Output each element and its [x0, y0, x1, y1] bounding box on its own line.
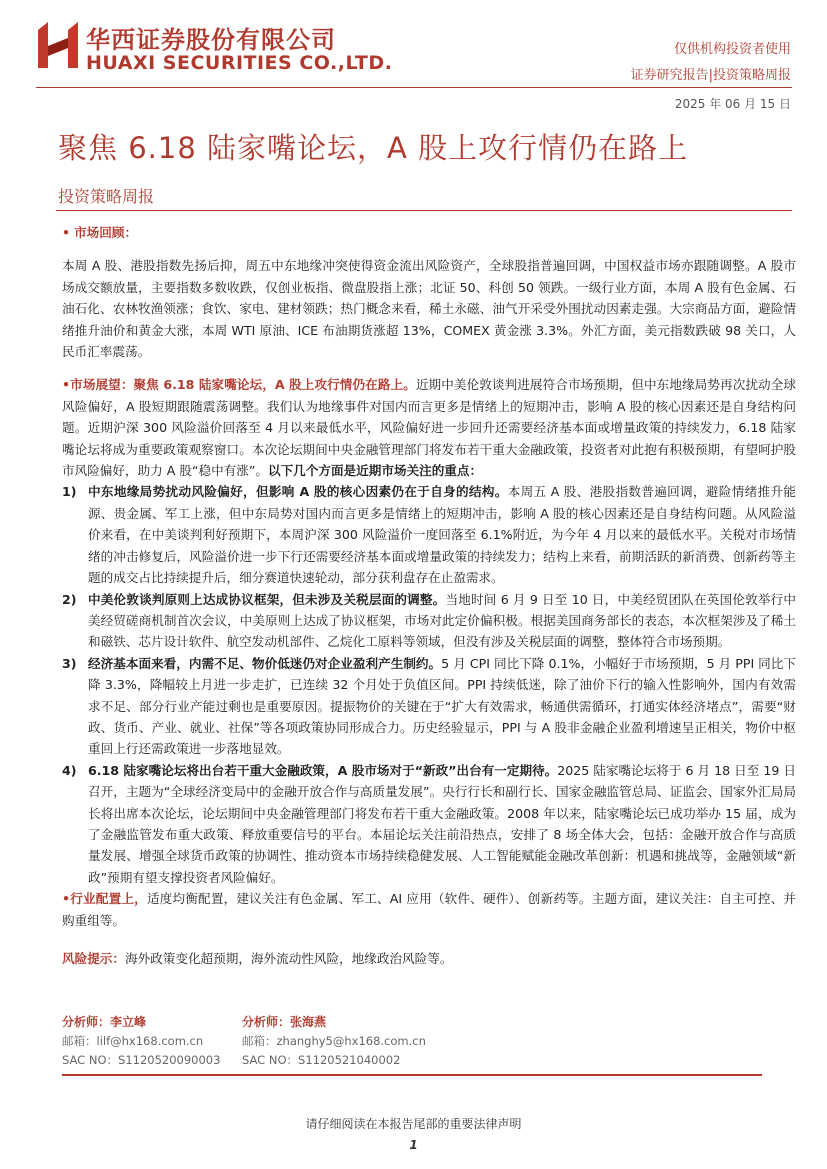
report-type-tag: 证券研究报告|投资策略周报 [630, 68, 791, 83]
analyst-2 [242, 1013, 482, 1070]
focus-item-heading: 中美伦敦谈判原则上达成协议框架，但未涉及关税层面的调整。 [88, 591, 446, 607]
report-title: 聚焦 6.18 陆家嘴论坛，A 股上攻行情仍在路上 [58, 131, 689, 165]
focus-item-heading: 经济基本面来看，内需不足、物价低迷仍对企业盈利产生制约。 [88, 655, 442, 671]
risk-paragraph [62, 948, 796, 969]
bullet: • [62, 891, 71, 907]
allocation-paragraph [62, 888, 796, 931]
outlook-paragraph [62, 374, 796, 481]
focus-item-2: 2) 中美伦敦谈判原则上达成协议框架，但未涉及关税层面的调整。当地时间 6 月 9 日至 10 日，中美经贸团队在英国伦敦举行中美经贸磋商机制首次会议，中美原则上达成了协议框架，市场对此定价偏积极。根据美国商务部长的表态，本次框架涉及了稀土和磁铁、芯片设计软件、航空发动机部件、乙烷化工原料等领域，但没有涉及关税层面的调整，整体符合市场预期。 [62, 591, 796, 650]
focus-item-4: 4) 6.18 陆家嘴论坛将出台若干重大金融政策，A 股市场对于“新政”出台有一定期待。2025 陆家嘴论坛将于 6 月 18 日至 19 日召开，主题为“全球经济变局中的金融开放合作与高质量发展”。央行行长和副行长、国家金融监管总局、证监会、国家外汇局局长将出席本次论坛，论坛期间中央金融管理部门将发布若干重大金融政策。2008 年以来，陆家嘴论坛已成功举办 15 届，成为了金融监管发布重大政策、释放重要信号的平台。本届论坛关注前沿热点，安排了 8 场全体大会，包括：金融开放合作与高质量发展、增强全球货币政策的协调性、推动资本市场持续稳健发展、人工智能赋能金融改革创新：机遇和挑战等，金融领域“新政”预期有望支撑投资者风险偏好。 [62, 762, 796, 885]
report-body [62, 222, 796, 969]
risk-heading: 风险提示： [62, 951, 125, 966]
header-divider [36, 87, 792, 88]
review-paragraph: 本周 A 股、港股指数先扬后抑，周五中东地缘冲突使得资金流出风险资产，全球股指普遍回调，中国权益市场亦跟随调整。A 股市场成交额放量，主要指数多数收跌，仅创业板指、微盘股指上涨；北证 50、科创 50 领跌。一级行业方面，本周 A 股有色金属、石油石化、农林牧渔领涨；食饮、家电、建材领跌；热门概念来看，稀土永磁、油气开采受外围扰动因素走强。大宗商品方面，避险情绪推升油价和黄金大涨，本周 WTI 原油、ICE 布油期货涨超 13%，COMEX 黄金涨 3.3%。外汇方面，美元指数跌破 98 关口，人民币汇率震荡。 [62, 258, 796, 360]
analyst-email[interactable]: 邮箱：zhanghy5@hx168.com.cn [242, 1034, 426, 1048]
brand-name-cn: 华西证券股份有限公司 [86, 26, 336, 54]
outlook-heading: 市场展望：聚焦 6.18 陆家嘴论坛，A 股上攻行情仍在路上。 [70, 377, 416, 393]
bullet: • [62, 225, 71, 240]
outlook-text: 近期中美伦敦谈判进展符合市场预期，但中东地缘局势再次扰动全球风险偏好，A 股短期跟随震荡调整。我们认为地缘事件对国内而言更多是情绪上的短期冲击，影响 A 股的核心因素还是自身结构问题。近期沪深 300 风险溢价回落至 4 月以来最低水平，风险偏好进一步回升还需要经济基本面或增量政策的持续发力，6.18 陆家嘴论坛将成为重要政策观察窗口。本次论坛期间中央金融管理部门将发布若干重大金融政策，投资者对此抱有积极预期，有望呵护股市风险偏好，助力 A 股“稳中有涨”。 [62, 377, 796, 479]
focus-item-text: 2025 陆家嘴论坛将于 6 月 18 日至 19 日召开，主题为“全球经济变局中的金融开放合作与高质量发展”。央行行长和副行长、国家金融监管总局、证监会、国家外汇局局长将出席本次论坛，论坛期间中央金融管理部门将发布若干重大金融政策。2008 年以来，陆家嘴论坛已成功举办 15 届，成为了金融监管发布重大政策、释放重要信号的平台。本届论坛关注前沿热点，安排了 8 场全体大会，包括：金融开放合作与高质量发展、增强全球货币政策的协调性、推动资本市场持续稳健发展、人工智能赋能金融改革创新：机遇和挑战等，金融领域“新政”预期有望支撑投资者风险偏好。 [88, 762, 796, 885]
analyst-email[interactable]: 邮箱：lilf@hx168.com.cn [62, 1034, 204, 1048]
focus-item-3: 3) 经济基本面来看，内需不足、物价低迷仍对企业盈利产生制约。5 月 CPI 同比下降 0.1%，小幅好于市场预期，5 月 PPI 同比下降 3.3%，降幅较上月进一步走扩，已连续 32 个月处于负值区间。PPI 持续低迷，除了油价下行的输入性影响外，国内有效需求不足、部分行业产能过剩也是重要原因。提振物价的关键在于“扩大有效需求，畅通供需循环，打通实体经济堵点”，需要“财政、货币、产业、就业、社保”等各项政策协同形成合力。历史经验显示，PPI 与 A 股非金融企业盈利增速呈正相关，物价中枢重回上行还需政策进一步落地显效。 [62, 655, 796, 757]
report-date: 2025 年 06 月 15 日 [674, 97, 791, 111]
analyst-sac: SAC NO：S1120521040002 [242, 1053, 401, 1067]
review-heading: • 市场回顾： [62, 225, 138, 240]
brand-name-en: HUAXI SECURITIES CO.,LTD. [86, 52, 393, 74]
focus-item-text: 当地时间 6 月 9 日至 10 日，中美经贸团队在英国伦敦举行中美经贸磋商机制首次会议，中美原则上达成了协议框架，市场对此定价偏积极。根据美国商务部长的表态，本次框架涉及了稀土和磁铁、芯片设计软件、航空发动机部件、乙烷化工原料等领域，但没有涉及关税层面的调整，整体符合市场预期。 [88, 591, 796, 650]
risk-text: 海外政策变化超预期，海外流动性风险，地缘政治风险等。 [124, 951, 453, 966]
analyst-sac: SAC NO：S1120520090003 [62, 1053, 221, 1067]
outlook-tail: 以下几个方面是近期市场关注的重点： [267, 463, 483, 479]
allocation-heading: 行业配置上， [70, 891, 147, 907]
focus-item-heading: 6.18 陆家嘴论坛将出台若干重大金融政策，A 股市场对于“新政”出台有一定期待。 [88, 762, 558, 778]
analyst-name: 分析师：李立峰 [62, 1015, 147, 1029]
focus-item-text: 5 月 CPI 同比下降 0.1%，小幅好于市场预期，5 月 PPI 同比下降 3.3%，降幅较上月进一步走扩，已连续 32 个月处于负值区间。PPI 持续低迷，除了油价下行的输入性影响外，国内有效需求不足、部分行业产能过剩也是重要原因。提振物价的关键在于“扩大有效需求，畅通供需循环，打通实体经济堵点”，需要“财政、货币、产业、就业、社保”等各项政策协同形成合力。历史经验显示，PPI 与 A 股非金融企业盈利增速呈正相关，物价中枢重回上行还需政策进一步落地显效。 [88, 655, 796, 757]
bullet: • [62, 377, 71, 393]
institutional-only-tag: 仅供机构投资者使用 [673, 42, 791, 57]
focus-item-text: 本周五 A 股、港股指数普遍回调，避险情绪推升能源、贵金属、军工上涨，但中东局势对国内而言更多是情绪上的短期冲击，影响 A 股的核心因素还是自身结构问题。从风险溢价来看，在中美谈判利好预期下，本周沪深 300 风险溢价一度回落至 6.1%附近，为今年 4 月以来的最低水平。关税对市场情绪的冲击修复后，风险溢价进一步下行还需要经济基本面或增量政策的持续发力；结构上来看，前期活跃的新消费、创新药等主题的成交占比持续提升后，细分赛道快速轮动，部分获利盘存在止盈需求。 [88, 484, 797, 586]
focus-item-1: 1) 中东地缘局势扰动风险偏好，但影响 A 股的核心因素仍在于自身的结构。本周五 A 股、港股指数普遍回调，避险情绪推升能源、贵金属、军工上涨，但中东局势对国内而言更多是情绪上的短期冲击，影响 A 股的核心因素还是自身结构问题。从风险溢价来看，在中美谈判利好预期下，本周沪深 300 风险溢价一度回落至 6.1%附近，为今年 4 月以来的最低水平。关税对市场情绪的冲击修复后，风险溢价进一步下行还需要经济基本面或增量政策的持续发力；结构上来看，前期活跃的新消费、创新药等主题的成交占比持续提升后，细分赛道快速轮动，部分获利盘存在止盈需求。 [62, 484, 797, 586]
subtitle-divider [56, 210, 792, 211]
footer-divider [62, 1074, 762, 1076]
legal-disclaimer: 请仔细阅读在本报告尾部的重要法律声明 [305, 1117, 522, 1131]
focus-item-heading: 中东地缘局势扰动风险偏好，但影响 A 股的核心因素仍在于自身的结构。 [88, 484, 508, 500]
huaxi-logo-icon [36, 20, 80, 70]
page-number: 1 [409, 1138, 418, 1152]
report-subtitle: 投资策略周报 [58, 187, 155, 206]
allocation-text: 适度均衡配置，建议关注有色金属、军工、AI 应用（软件、硬件）、创新药等。主题方面，建议关注：自主可控、并购重组等。 [62, 891, 796, 928]
analyst-name: 分析师：张海燕 [242, 1015, 327, 1029]
